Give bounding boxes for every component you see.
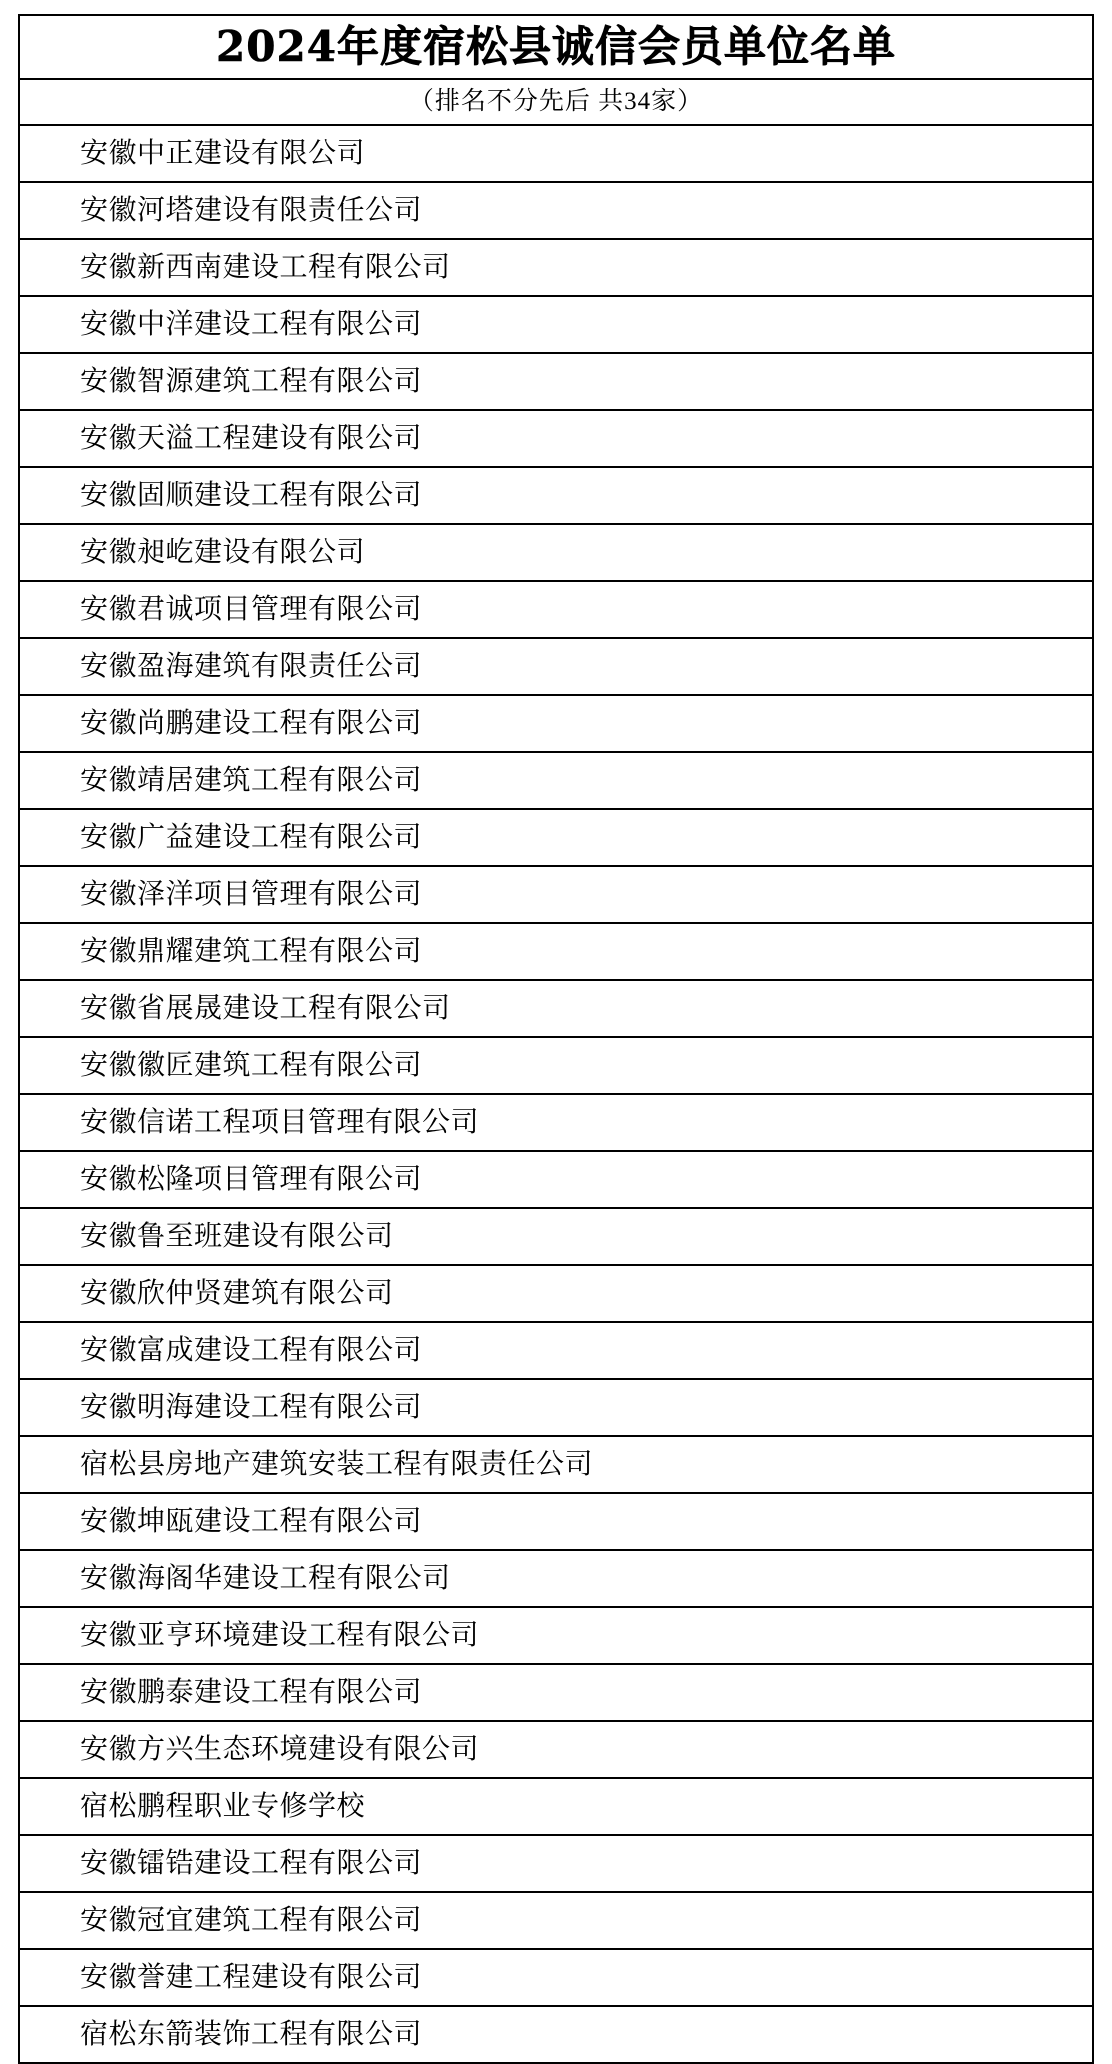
table-row bbox=[19, 1094, 1093, 1151]
table-row bbox=[19, 1721, 1093, 1778]
member-name: 安徽松隆项目管理有限公司 bbox=[80, 1163, 423, 1195]
member-name: 安徽靖居建筑工程有限公司 bbox=[80, 764, 423, 796]
member-name: 安徽富成建设工程有限公司 bbox=[80, 1334, 423, 1366]
member-cell bbox=[19, 1094, 1093, 1151]
member-cell bbox=[19, 1151, 1093, 1208]
member-cell bbox=[19, 1493, 1093, 1550]
member-name: 宿松鹏程职业专修学校 bbox=[80, 1790, 366, 1822]
member-name: 安徽中正建设有限公司 bbox=[80, 137, 366, 169]
member-cell bbox=[19, 182, 1093, 239]
member-cell bbox=[19, 1208, 1093, 1265]
member-name: 安徽亚亨环境建设工程有限公司 bbox=[80, 1619, 480, 1651]
member-cell bbox=[19, 923, 1093, 980]
member-name: 安徽固顺建设工程有限公司 bbox=[80, 479, 423, 511]
member-name: 安徽盈海建筑有限责任公司 bbox=[80, 650, 423, 682]
member-cell bbox=[19, 410, 1093, 467]
table-row bbox=[19, 1949, 1093, 2006]
table-row bbox=[19, 2006, 1093, 2063]
member-cell bbox=[19, 1949, 1093, 2006]
table-row bbox=[19, 467, 1093, 524]
table-row bbox=[19, 638, 1093, 695]
member-name: 安徽泽洋项目管理有限公司 bbox=[80, 878, 423, 910]
member-cell bbox=[19, 980, 1093, 1037]
document-title-cell bbox=[19, 15, 1093, 79]
table-row bbox=[19, 524, 1093, 581]
member-cell bbox=[19, 2006, 1093, 2063]
member-name: 安徽鼎耀建筑工程有限公司 bbox=[80, 935, 423, 967]
member-name: 安徽鹏泰建设工程有限公司 bbox=[80, 1676, 423, 1708]
member-name: 安徽昶屹建设有限公司 bbox=[80, 536, 366, 568]
member-cell bbox=[19, 125, 1093, 182]
table-row bbox=[19, 239, 1093, 296]
table-row bbox=[19, 752, 1093, 809]
subtitle-row bbox=[19, 79, 1093, 125]
member-name: 安徽中洋建设工程有限公司 bbox=[80, 308, 423, 340]
member-cell bbox=[19, 467, 1093, 524]
member-name: 安徽智源建筑工程有限公司 bbox=[80, 365, 423, 397]
member-name: 安徽海阁华建设工程有限公司 bbox=[80, 1562, 451, 1594]
member-cell bbox=[19, 524, 1093, 581]
table-row bbox=[19, 410, 1093, 467]
document-subtitle-cell bbox=[19, 79, 1093, 125]
member-cell bbox=[19, 1436, 1093, 1493]
member-cell bbox=[19, 695, 1093, 752]
member-cell bbox=[19, 1721, 1093, 1778]
page-title: 2024年度宿松县诚信会员单位名单 bbox=[216, 22, 896, 71]
table-row bbox=[19, 1379, 1093, 1436]
member-cell bbox=[19, 809, 1093, 866]
member-name: 安徽欣仲贤建筑有限公司 bbox=[80, 1277, 394, 1309]
table-row bbox=[19, 809, 1093, 866]
member-cell bbox=[19, 1607, 1093, 1664]
member-name: 安徽徽匠建筑工程有限公司 bbox=[80, 1049, 423, 1081]
table-row bbox=[19, 1151, 1093, 1208]
member-name: 安徽省展晟建设工程有限公司 bbox=[80, 992, 451, 1024]
member-name: 安徽冠宜建筑工程有限公司 bbox=[80, 1904, 423, 1936]
table-row bbox=[19, 125, 1093, 182]
table-row bbox=[19, 1607, 1093, 1664]
member-list-table bbox=[18, 14, 1094, 2064]
table-row bbox=[19, 581, 1093, 638]
member-name: 安徽坤瓯建设工程有限公司 bbox=[80, 1505, 423, 1537]
member-cell bbox=[19, 1322, 1093, 1379]
member-name: 安徽鲁至班建设有限公司 bbox=[80, 1220, 394, 1252]
table-row bbox=[19, 980, 1093, 1037]
member-name: 安徽信诺工程项目管理有限公司 bbox=[80, 1106, 480, 1138]
member-name: 宿松东箭装饰工程有限公司 bbox=[80, 2018, 423, 2050]
table-row bbox=[19, 1265, 1093, 1322]
member-name: 安徽君诚项目管理有限公司 bbox=[80, 593, 423, 625]
member-cell bbox=[19, 1037, 1093, 1094]
member-name: 安徽广益建设工程有限公司 bbox=[80, 821, 423, 853]
title-row bbox=[19, 15, 1093, 79]
member-cell bbox=[19, 638, 1093, 695]
table-row bbox=[19, 1208, 1093, 1265]
member-cell bbox=[19, 239, 1093, 296]
member-cell bbox=[19, 353, 1093, 410]
table-row bbox=[19, 1493, 1093, 1550]
member-name: 安徽明海建设工程有限公司 bbox=[80, 1391, 423, 1423]
member-name: 宿松县房地产建筑安装工程有限责任公司 bbox=[80, 1448, 594, 1480]
table-row bbox=[19, 1835, 1093, 1892]
table-row bbox=[19, 296, 1093, 353]
member-name: 安徽誉建工程建设有限公司 bbox=[80, 1961, 423, 1993]
member-name: 安徽新西南建设工程有限公司 bbox=[80, 251, 451, 283]
member-name: 安徽方兴生态环境建设有限公司 bbox=[80, 1733, 480, 1765]
table-row bbox=[19, 1322, 1093, 1379]
table-row bbox=[19, 1778, 1093, 1835]
table-row bbox=[19, 1436, 1093, 1493]
member-cell bbox=[19, 866, 1093, 923]
member-name: 安徽河塔建设有限责任公司 bbox=[80, 194, 423, 226]
table-row bbox=[19, 353, 1093, 410]
member-cell bbox=[19, 752, 1093, 809]
member-cell bbox=[19, 1664, 1093, 1721]
table-row bbox=[19, 1037, 1093, 1094]
member-cell bbox=[19, 1265, 1093, 1322]
table-body bbox=[19, 15, 1093, 2063]
member-cell bbox=[19, 296, 1093, 353]
member-cell bbox=[19, 1835, 1093, 1892]
table-row bbox=[19, 695, 1093, 752]
member-cell bbox=[19, 1892, 1093, 1949]
table-row bbox=[19, 923, 1093, 980]
page-subtitle: （排名不分先后 共34家） bbox=[408, 88, 704, 115]
member-cell bbox=[19, 1379, 1093, 1436]
member-cell bbox=[19, 581, 1093, 638]
table-row bbox=[19, 1892, 1093, 1949]
member-cell bbox=[19, 1550, 1093, 1607]
member-name: 安徽镭锆建设工程有限公司 bbox=[80, 1847, 423, 1879]
table-row bbox=[19, 1664, 1093, 1721]
member-name: 安徽天溢工程建设有限公司 bbox=[80, 422, 423, 454]
table-row bbox=[19, 1550, 1093, 1607]
member-name: 安徽尚鹏建设工程有限公司 bbox=[80, 707, 423, 739]
member-cell bbox=[19, 1778, 1093, 1835]
table-row bbox=[19, 866, 1093, 923]
table-row bbox=[19, 182, 1093, 239]
